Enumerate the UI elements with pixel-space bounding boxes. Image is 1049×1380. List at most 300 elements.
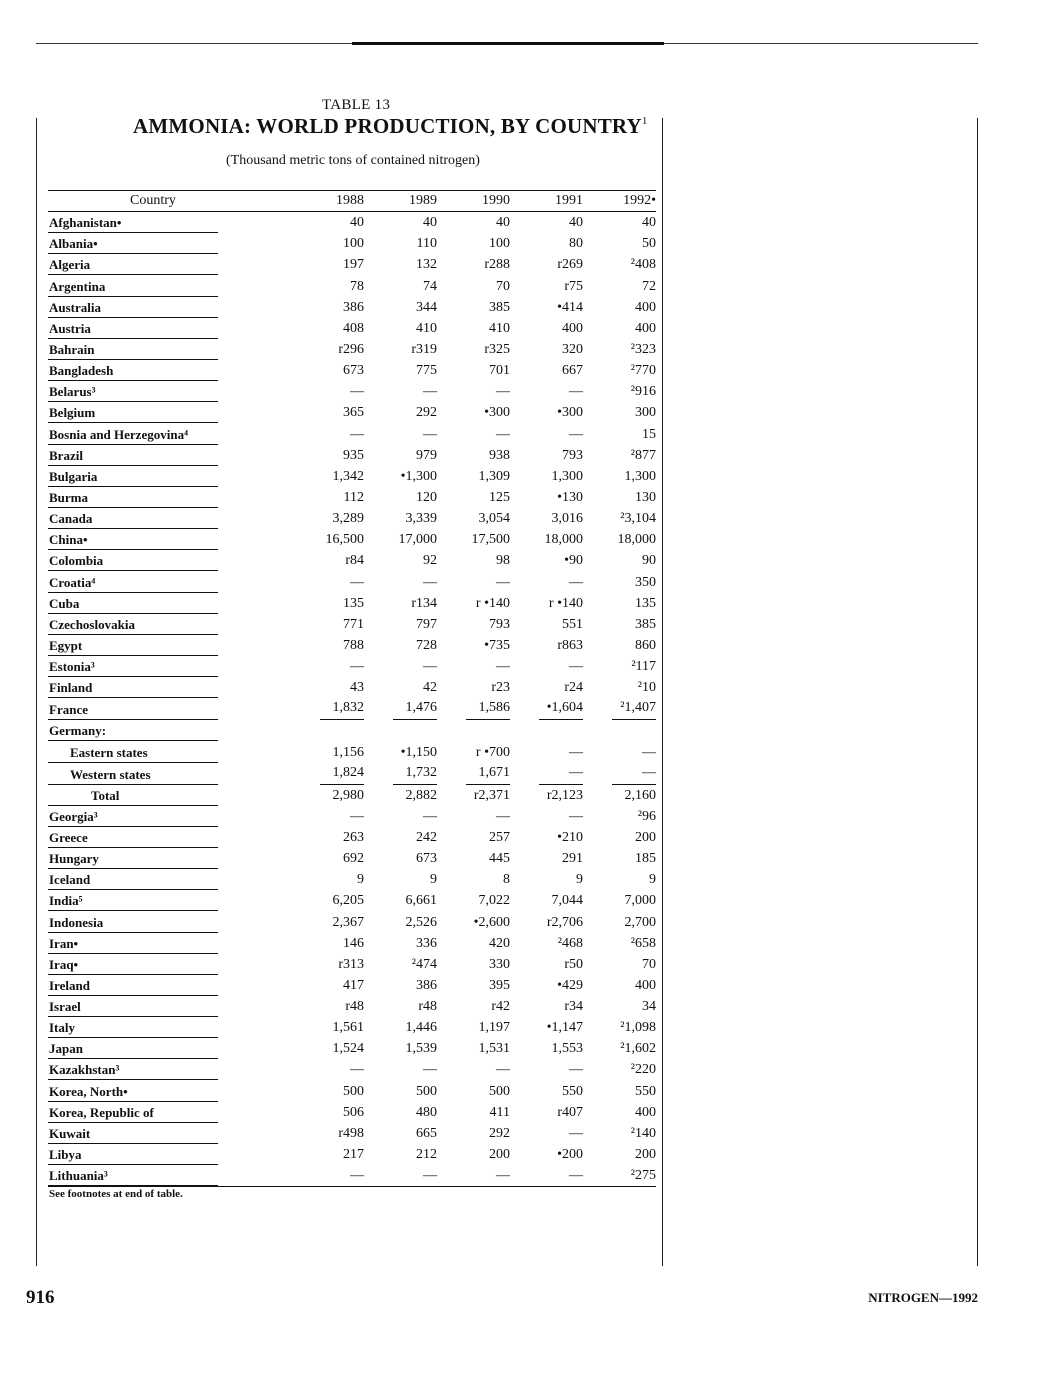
table-row (48, 254, 656, 275)
value-text: 400 (635, 977, 656, 993)
value-text: 2,980 (332, 787, 364, 803)
value-cell (583, 1080, 656, 1101)
value-cell (437, 975, 510, 996)
table-footnote: See footnotes at end of table. (49, 1188, 183, 1200)
value-cell (364, 741, 437, 762)
value-cell (364, 550, 437, 571)
value-text: — (350, 1168, 364, 1184)
country-cell: Egypt (48, 635, 218, 656)
value-cell (364, 677, 437, 698)
value-text: — (612, 763, 656, 785)
value-cell (218, 508, 364, 529)
value-cell (510, 827, 583, 848)
value-text: 42 (423, 680, 437, 696)
value-text: 80 (569, 236, 583, 252)
value-cell (510, 806, 583, 827)
value-text: 135 (635, 595, 656, 611)
value-cell (218, 954, 364, 975)
value-cell (437, 785, 510, 806)
column-header: 1991 (510, 191, 583, 212)
country-cell: Western states (48, 763, 218, 785)
country-cell: Bosnia and Herzegovina⁴ (48, 423, 218, 444)
value-cell (437, 614, 510, 635)
value-text: r75 (564, 278, 583, 294)
value-text: 40 (642, 215, 656, 231)
value-cell (583, 911, 656, 932)
value-cell (583, 954, 656, 975)
value-cell (583, 571, 656, 592)
value-text: — (569, 574, 583, 590)
value-text: 793 (489, 616, 510, 632)
value-cell (364, 635, 437, 656)
value-cell (437, 1165, 510, 1187)
value-text: 15 (642, 426, 656, 442)
value-cell (437, 806, 510, 827)
value-cell (437, 911, 510, 932)
value-cell (364, 720, 437, 741)
value-text: 500 (343, 1083, 364, 1099)
value-cell (437, 212, 510, 234)
value-text: •1,147 (546, 1020, 583, 1036)
value-text: ²1,602 (620, 1041, 656, 1057)
value-text: •300 (484, 405, 510, 421)
header-row (48, 191, 656, 212)
country-cell: Belarus³ (48, 381, 218, 402)
value-cell (437, 402, 510, 423)
value-text: — (642, 744, 656, 760)
value-cell (364, 1123, 437, 1144)
country-cell: Germany: (48, 720, 218, 741)
value-cell (218, 1059, 364, 1080)
value-text: 217 (343, 1147, 364, 1163)
country-cell: Finland (48, 677, 218, 698)
value-cell (437, 635, 510, 656)
value-text: — (539, 763, 583, 785)
table-units: (Thousand metric tons of contained nitrogen) (226, 153, 480, 168)
value-cell (437, 656, 510, 677)
value-text: ²3,104 (620, 511, 656, 527)
value-cell (510, 911, 583, 932)
value-cell (218, 1038, 364, 1059)
value-cell (218, 381, 364, 402)
value-text: r407 (557, 1104, 583, 1120)
value-text: — (496, 659, 510, 675)
value-cell (437, 1102, 510, 1123)
value-text: 7,022 (478, 893, 510, 909)
value-text: ²877 (630, 447, 656, 463)
value-cell (437, 318, 510, 339)
value-cell (583, 975, 656, 996)
table-row (48, 698, 656, 720)
table-row (48, 848, 656, 869)
value-cell (218, 827, 364, 848)
value-text: 18,000 (617, 532, 656, 548)
value-cell (364, 529, 437, 550)
value-cell (364, 318, 437, 339)
value-cell (510, 508, 583, 529)
value-text: r48 (345, 999, 364, 1015)
left-margin-line (36, 118, 37, 1266)
value-cell (510, 869, 583, 890)
value-cell (364, 1059, 437, 1080)
value-text: •300 (557, 405, 583, 421)
value-cell (218, 763, 364, 785)
value-cell (437, 698, 510, 720)
value-cell (218, 1123, 364, 1144)
country-cell: Iraq• (48, 954, 218, 975)
value-cell (510, 996, 583, 1017)
country-cell: Cuba (48, 593, 218, 614)
country-cell: Korea, Republic of (48, 1102, 218, 1123)
country-cell: Austria (48, 318, 218, 339)
value-text: — (569, 1168, 583, 1184)
value-cell (510, 1038, 583, 1059)
value-cell (218, 571, 364, 592)
value-text: 1,539 (405, 1041, 437, 1057)
value-text: 1,476 (393, 698, 437, 720)
table-row (48, 1017, 656, 1038)
value-text: 2,882 (405, 787, 437, 803)
value-text: 6,661 (405, 893, 437, 909)
table-row (48, 529, 656, 550)
value-text: •200 (557, 1147, 583, 1163)
value-text: ²140 (630, 1125, 656, 1141)
value-cell (364, 933, 437, 954)
value-cell (583, 763, 656, 785)
value-text: 1,561 (332, 1020, 364, 1036)
value-text: 385 (635, 616, 656, 632)
value-cell (437, 1080, 510, 1101)
table-title-text: AMMONIA: WORLD PRODUCTION, BY COUNTRY (133, 114, 642, 138)
table-row (48, 297, 656, 318)
value-text: r2,706 (546, 914, 583, 930)
value-cell (437, 571, 510, 592)
value-cell (583, 1017, 656, 1038)
value-cell (218, 848, 364, 869)
country-cell: Georgia³ (48, 806, 218, 827)
value-text: 2,700 (624, 914, 656, 930)
value-cell (364, 656, 437, 677)
value-cell (510, 785, 583, 806)
country-cell: Korea, North• (48, 1080, 218, 1101)
value-cell (583, 466, 656, 487)
value-text: 300 (635, 405, 656, 421)
table-row (48, 275, 656, 296)
value-text: 130 (635, 489, 656, 505)
value-cell (583, 254, 656, 275)
table-body (48, 212, 656, 1187)
table-row (48, 677, 656, 698)
value-text: 50 (642, 236, 656, 252)
value-cell (364, 1144, 437, 1165)
value-cell (218, 1144, 364, 1165)
value-cell (218, 720, 364, 741)
value-text: — (569, 1125, 583, 1141)
value-text: 257 (489, 829, 510, 845)
value-cell (364, 402, 437, 423)
table-row (48, 1123, 656, 1144)
country-cell: Japan (48, 1038, 218, 1059)
value-cell (437, 297, 510, 318)
value-cell (510, 656, 583, 677)
value-cell (218, 635, 364, 656)
value-cell (364, 1017, 437, 1038)
value-cell (510, 466, 583, 487)
table-row (48, 593, 656, 614)
table-row (48, 212, 656, 234)
value-text: 92 (423, 553, 437, 569)
value-text: 673 (416, 851, 437, 867)
value-text: r •140 (475, 595, 510, 611)
country-cell: Eastern states (48, 741, 218, 762)
country-cell: Argentina (48, 275, 218, 296)
value-text: 9 (649, 872, 656, 888)
value-text: 420 (489, 935, 510, 951)
value-text: 445 (489, 851, 510, 867)
value-text: •414 (557, 299, 583, 315)
value-cell (364, 381, 437, 402)
country-cell: Canada (48, 508, 218, 529)
value-text: 242 (416, 829, 437, 845)
table-row (48, 827, 656, 848)
value-text: 860 (635, 637, 656, 653)
value-cell (437, 933, 510, 954)
country-cell: Australia (48, 297, 218, 318)
value-text: 3,339 (405, 511, 437, 527)
value-text: 793 (562, 447, 583, 463)
value-cell (510, 254, 583, 275)
value-text: 386 (343, 299, 364, 315)
value-cell (364, 869, 437, 890)
table-row (48, 996, 656, 1017)
value-cell (583, 275, 656, 296)
value-cell (583, 656, 656, 677)
value-cell (364, 1165, 437, 1187)
value-text: r24 (564, 680, 583, 696)
value-text: 292 (416, 405, 437, 421)
value-cell (437, 996, 510, 1017)
value-text: 417 (343, 977, 364, 993)
table-row (48, 785, 656, 806)
value-text: 197 (343, 257, 364, 273)
value-cell (510, 318, 583, 339)
country-cell: Czechoslovakia (48, 614, 218, 635)
value-cell (437, 677, 510, 698)
value-text: 771 (343, 616, 364, 632)
value-text: 120 (416, 489, 437, 505)
value-text: r296 (338, 341, 364, 357)
table-row (48, 763, 656, 785)
value-cell (583, 297, 656, 318)
page-number: 916 (26, 1287, 55, 1308)
value-text: r •700 (475, 744, 510, 760)
value-text: 350 (635, 574, 656, 590)
country-cell: Total (48, 785, 218, 806)
value-cell (218, 318, 364, 339)
value-text: 728 (416, 637, 437, 653)
value-text: •1,300 (400, 468, 437, 484)
value-text: — (423, 384, 437, 400)
table-row (48, 614, 656, 635)
value-text: 110 (416, 236, 437, 252)
table-row (48, 445, 656, 466)
value-text: ²658 (630, 935, 656, 951)
value-cell (510, 1102, 583, 1123)
table-row (48, 975, 656, 996)
value-cell (218, 1017, 364, 1038)
value-text: — (569, 808, 583, 824)
value-cell (583, 593, 656, 614)
value-text: 2,160 (624, 787, 656, 803)
value-cell (510, 954, 583, 975)
value-text: 408 (343, 320, 364, 336)
value-cell (218, 656, 364, 677)
value-text: 400 (635, 299, 656, 315)
value-cell (437, 487, 510, 508)
value-text: 100 (489, 236, 510, 252)
country-cell: Estonia³ (48, 656, 218, 677)
value-text: 938 (489, 447, 510, 463)
value-text: 411 (489, 1104, 510, 1120)
value-cell (437, 508, 510, 529)
value-cell (218, 550, 364, 571)
value-text: 385 (489, 299, 510, 315)
value-cell (510, 720, 583, 741)
value-cell (510, 1059, 583, 1080)
value-text: 212 (416, 1147, 437, 1163)
value-text: 2,367 (332, 914, 364, 930)
value-cell (364, 614, 437, 635)
value-text: 1,524 (332, 1041, 364, 1057)
value-text: — (496, 1168, 510, 1184)
table-row (48, 233, 656, 254)
value-text: r288 (484, 257, 510, 273)
value-cell (583, 869, 656, 890)
value-text: •1,604 (539, 698, 583, 720)
value-text: ²323 (630, 341, 656, 357)
value-text: 979 (416, 447, 437, 463)
value-cell (364, 360, 437, 381)
value-text: 1,824 (320, 763, 364, 785)
value-text: 8 (503, 872, 510, 888)
value-cell (510, 445, 583, 466)
value-text: ²1,098 (620, 1020, 656, 1036)
value-cell (218, 423, 364, 444)
value-cell (364, 954, 437, 975)
value-cell (510, 933, 583, 954)
value-cell (437, 720, 510, 741)
value-cell (364, 445, 437, 466)
value-cell (364, 297, 437, 318)
value-text: ²474 (411, 956, 437, 972)
value-cell (510, 360, 583, 381)
value-cell (364, 996, 437, 1017)
value-text: — (423, 808, 437, 824)
value-cell (437, 1123, 510, 1144)
value-cell (583, 550, 656, 571)
value-text: 200 (489, 1147, 510, 1163)
value-text: 90 (642, 553, 656, 569)
country-cell: Greece (48, 827, 218, 848)
value-text: 112 (343, 489, 364, 505)
value-cell (218, 975, 364, 996)
value-cell (583, 445, 656, 466)
value-text: 1,300 (624, 468, 656, 484)
country-cell: Israel (48, 996, 218, 1017)
value-cell (364, 466, 437, 487)
value-text: 34 (642, 999, 656, 1015)
value-cell (583, 233, 656, 254)
value-cell (364, 806, 437, 827)
table-row (48, 1080, 656, 1101)
value-cell (218, 785, 364, 806)
value-cell (510, 275, 583, 296)
table-row (48, 466, 656, 487)
value-cell (364, 254, 437, 275)
value-cell (218, 402, 364, 423)
table-row (48, 508, 656, 529)
value-text: 500 (489, 1083, 510, 1099)
table-row (48, 1038, 656, 1059)
table-row (48, 720, 656, 741)
value-cell (437, 1038, 510, 1059)
value-text: 1,553 (551, 1041, 583, 1057)
value-text: 7,000 (624, 893, 656, 909)
value-cell (364, 1080, 437, 1101)
value-text: r863 (557, 637, 583, 653)
value-cell (218, 593, 364, 614)
value-cell (510, 1123, 583, 1144)
table-title-footnote: 1 (641, 115, 648, 127)
table-row (48, 1102, 656, 1123)
table-row (48, 933, 656, 954)
value-text: 506 (343, 1104, 364, 1120)
value-text: 9 (430, 872, 437, 888)
value-cell (218, 869, 364, 890)
country-cell: Brazil (48, 445, 218, 466)
value-cell (583, 741, 656, 762)
country-cell: Indonesia (48, 911, 218, 932)
value-text: — (569, 384, 583, 400)
value-cell (218, 233, 364, 254)
value-cell (437, 954, 510, 975)
value-text: r84 (345, 553, 364, 569)
value-text: — (496, 808, 510, 824)
value-text: 40 (496, 215, 510, 231)
value-text: ²770 (630, 363, 656, 379)
value-text: 667 (562, 363, 583, 379)
value-cell (583, 402, 656, 423)
value-text: 17,000 (398, 532, 437, 548)
value-cell (583, 806, 656, 827)
value-text: 40 (350, 215, 364, 231)
country-cell: Iran• (48, 933, 218, 954)
value-cell (364, 975, 437, 996)
value-cell (583, 1144, 656, 1165)
value-cell (510, 1080, 583, 1101)
value-text: ²468 (557, 935, 583, 951)
value-cell (437, 1144, 510, 1165)
value-cell (437, 741, 510, 762)
value-text: 9 (576, 872, 583, 888)
value-cell (364, 1102, 437, 1123)
value-cell (583, 423, 656, 444)
value-cell (218, 806, 364, 827)
value-cell (218, 933, 364, 954)
value-cell (218, 529, 364, 550)
value-cell (583, 720, 656, 741)
value-cell (437, 529, 510, 550)
